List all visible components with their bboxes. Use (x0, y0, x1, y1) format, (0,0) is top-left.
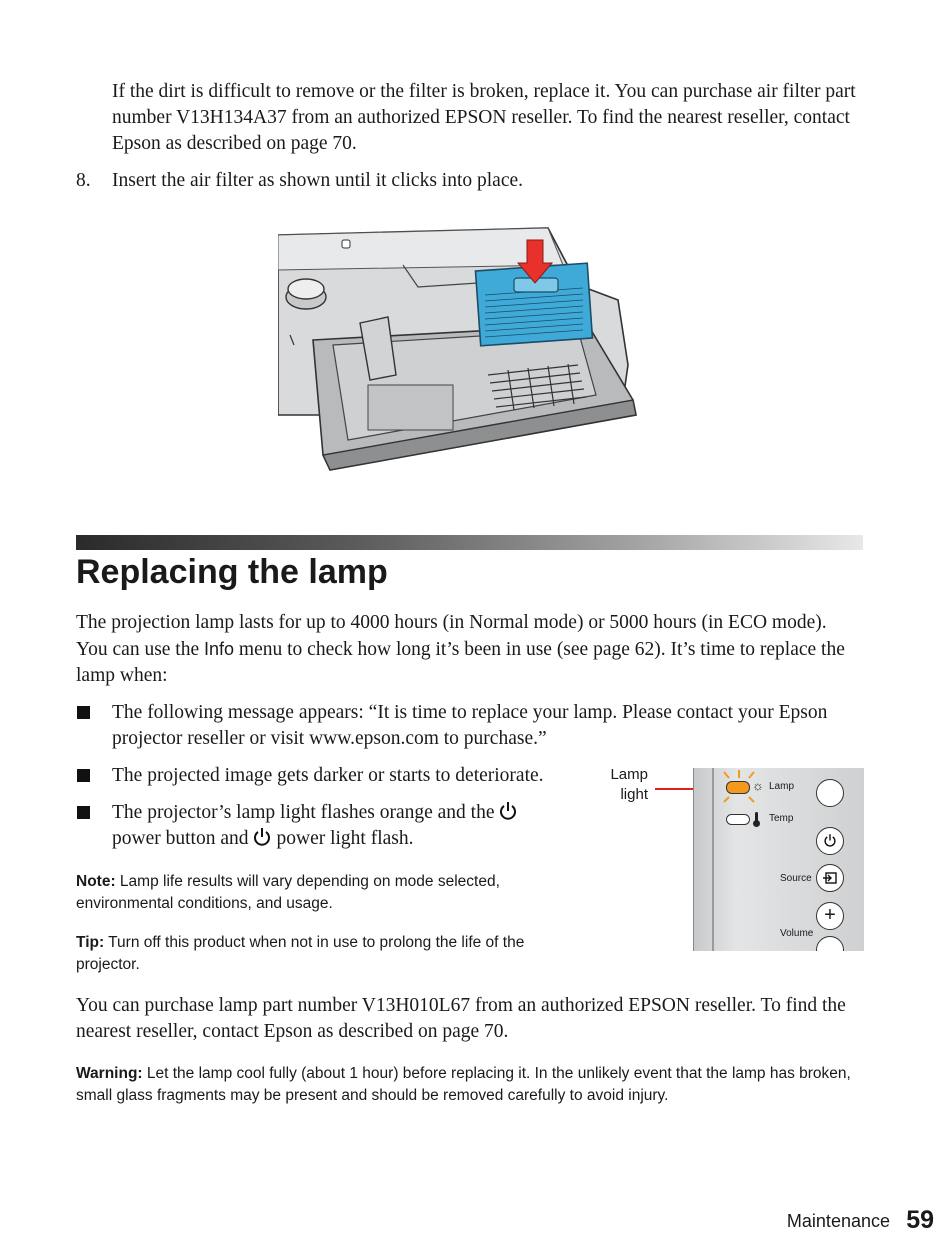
power-icon (823, 833, 837, 848)
bullet3-text-b: power button and (112, 828, 249, 849)
bullet-item-image-darker: The projected image gets darker or starts to deteriorate. (112, 765, 544, 786)
temp-indicator (726, 814, 750, 825)
control-panel (693, 768, 864, 951)
thermometer-bulb (753, 820, 760, 827)
source-button[interactable] (816, 864, 844, 892)
volume-up-button[interactable] (816, 902, 844, 930)
warning-text: Let the lamp cool fully (about 1 hour) before replacing it. In the unlikely event that the lamp has broken, small glass fragments may be present and should be removed carefully to avoid injury. (76, 1065, 851, 1104)
lamp-light-callout (596, 765, 648, 805)
warning-block (76, 1063, 866, 1107)
power-icon (252, 827, 272, 847)
lamp-intro-paragraph (76, 610, 861, 689)
note-block (76, 871, 586, 915)
power-icon (498, 801, 518, 821)
section-title: Replacing the lamp (76, 553, 388, 591)
footer-section-name: Maintenance (786, 1211, 890, 1231)
note-label: Note: (76, 873, 116, 890)
blank-button[interactable] (816, 779, 844, 807)
tip-label: Tip: (76, 934, 105, 951)
lamp-purchase-paragraph: You can purchase lamp part number V13H010L67 from an authorized EPSON reseller. To find the nearest reseller, contact Epson as described on page 70. (76, 995, 846, 1042)
panel-edge (712, 768, 714, 951)
source-icon (822, 871, 838, 885)
bullet-item-lamp-light (112, 800, 582, 852)
bullet-marker (77, 706, 90, 719)
info-menu-name: Info (204, 639, 235, 659)
page-number: 59 (906, 1206, 934, 1234)
callout-line-2: light (620, 786, 648, 803)
intro-text-start: The projection lamp lasts for up to 4000 hours (in Normal mode) or 5000 hours (in ECO mode). You can use the (76, 612, 827, 660)
lamp-indicator (726, 781, 750, 794)
filter-replacement-paragraph: If the dirt is difficult to remove or the filter is broken, replace it. You can purchase air filter part number V13H134A37 from an authorized EPSON reseller. To find the nearest reseller, contact Epson as described on page 70. (112, 81, 856, 154)
bullet-item-message: The following message appears: “It is time to replace your lamp. Please contact your Epson projector reseller or visit www.epson.com to purchase.” (112, 702, 828, 749)
tip-text: Turn off this product when not in use to prolong the life of the projector. (76, 934, 525, 973)
intro-text-end: menu to check how long it’s been in use (see page 62). It’s time to replace the lamp when: (76, 639, 845, 686)
warning-label: Warning: (76, 1065, 143, 1082)
callout-line-1: Lamp (610, 766, 648, 783)
volume-down-button[interactable] (816, 936, 844, 951)
lamp-sun-icon: ☼ (752, 778, 764, 793)
bullet3-text-c: power light flash. (276, 828, 414, 849)
bullet-marker (77, 769, 90, 782)
note-text: Lamp life results will vary depending on mode selected, environmental conditions, and usage. (76, 873, 500, 912)
tip-block (76, 932, 586, 976)
section-rule (76, 535, 863, 550)
bullet-marker (77, 806, 90, 819)
volume-label: Volume (780, 928, 814, 939)
step-text: Insert the air filter as shown until it clicks into place. (112, 170, 524, 191)
bullet3-text-a: The projector’s lamp light flashes orange and the (112, 802, 495, 823)
temp-label: Temp (769, 813, 794, 824)
step-number: 8. (76, 170, 91, 191)
air-filter-illustration (278, 225, 642, 473)
plus-icon: + (824, 904, 836, 926)
power-button[interactable] (816, 827, 844, 855)
lamp-label: Lamp (769, 781, 795, 792)
source-label: Source (780, 873, 812, 884)
